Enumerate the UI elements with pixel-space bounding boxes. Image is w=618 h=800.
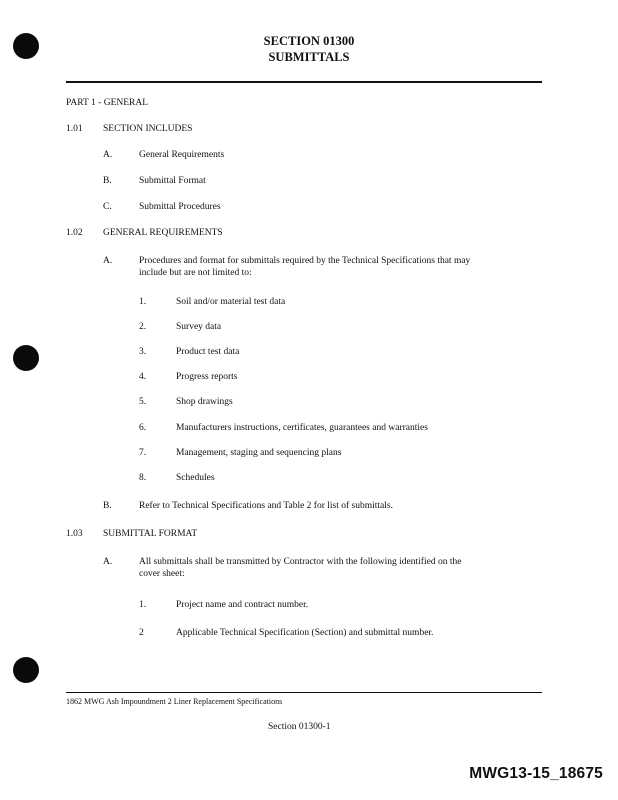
paragraph-letter: C.: [103, 202, 112, 212]
list-item: Manufacturers instructions, certificates, guarantees and warranties: [176, 423, 428, 433]
footer-page-number: Section 01300-1: [268, 722, 331, 732]
list-item: Survey data: [176, 322, 222, 332]
binder-hole-bottom: [13, 657, 39, 683]
list-number: 2: [139, 628, 144, 638]
list-item: Soil and/or material test data: [176, 297, 286, 307]
article-title: SECTION INCLUDES: [103, 124, 193, 134]
list-number: 3.: [139, 347, 147, 357]
list-number: 1.: [139, 297, 147, 307]
paragraph-text: Submittal Procedures: [139, 202, 221, 212]
list-number: 7.: [139, 448, 147, 458]
paragraph-letter: A.: [103, 557, 113, 567]
binder-hole-middle: [13, 345, 39, 371]
paragraph-text: All submittals shall be transmitted by Contractor with the following identified on the: [139, 557, 462, 567]
paragraph-letter: A.: [103, 150, 113, 160]
section-title: SUBMITTALS: [268, 50, 350, 64]
list-item: Product test data: [176, 347, 240, 357]
footer-rule: [66, 692, 542, 693]
article-number: 1.01: [66, 124, 83, 134]
list-number: 8.: [139, 473, 147, 483]
footer-project: 1862 MWG Ash Impoundment 2 Liner Replacement Specifications: [66, 697, 283, 706]
list-item: Progress reports: [176, 372, 238, 382]
list-item: Applicable Technical Specification (Section) and submittal number.: [176, 628, 434, 638]
article-number: 1.02: [66, 228, 83, 238]
list-number: 2.: [139, 322, 147, 332]
article-title: GENERAL REQUIREMENTS: [103, 228, 223, 238]
list-number: 6.: [139, 423, 147, 433]
paragraph-letter: B.: [103, 501, 112, 511]
list-item: Schedules: [176, 473, 215, 483]
section-number: SECTION 01300: [263, 34, 355, 48]
paragraph-text: General Requirements: [139, 150, 225, 160]
paragraph-text: Procedures and format for submittals required by the Technical Specifications that may: [139, 256, 471, 266]
list-number: 5.: [139, 397, 147, 407]
paragraph-letter: B.: [103, 176, 112, 186]
list-number: 4.: [139, 372, 147, 382]
part-heading: PART 1 - GENERAL: [66, 98, 149, 108]
paragraph-text: cover sheet:: [139, 569, 185, 579]
paragraph-text: include but are not limited to:: [139, 268, 252, 278]
article-number: 1.03: [66, 529, 83, 539]
list-item: Management, staging and sequencing plans: [176, 448, 342, 458]
paragraph-text: Refer to Technical Specifications and Table 2 for list of submittals.: [139, 501, 393, 511]
paragraph-letter: A.: [103, 256, 113, 266]
list-item: Shop drawings: [176, 397, 233, 407]
list-number: 1.: [139, 600, 147, 610]
bates-stamp: MWG13-15_18675: [469, 765, 603, 782]
list-item: Project name and contract number.: [176, 600, 309, 610]
article-title: SUBMITTAL FORMAT: [103, 529, 198, 539]
header-rule: [66, 81, 542, 83]
paragraph-text: Submittal Format: [139, 176, 206, 186]
